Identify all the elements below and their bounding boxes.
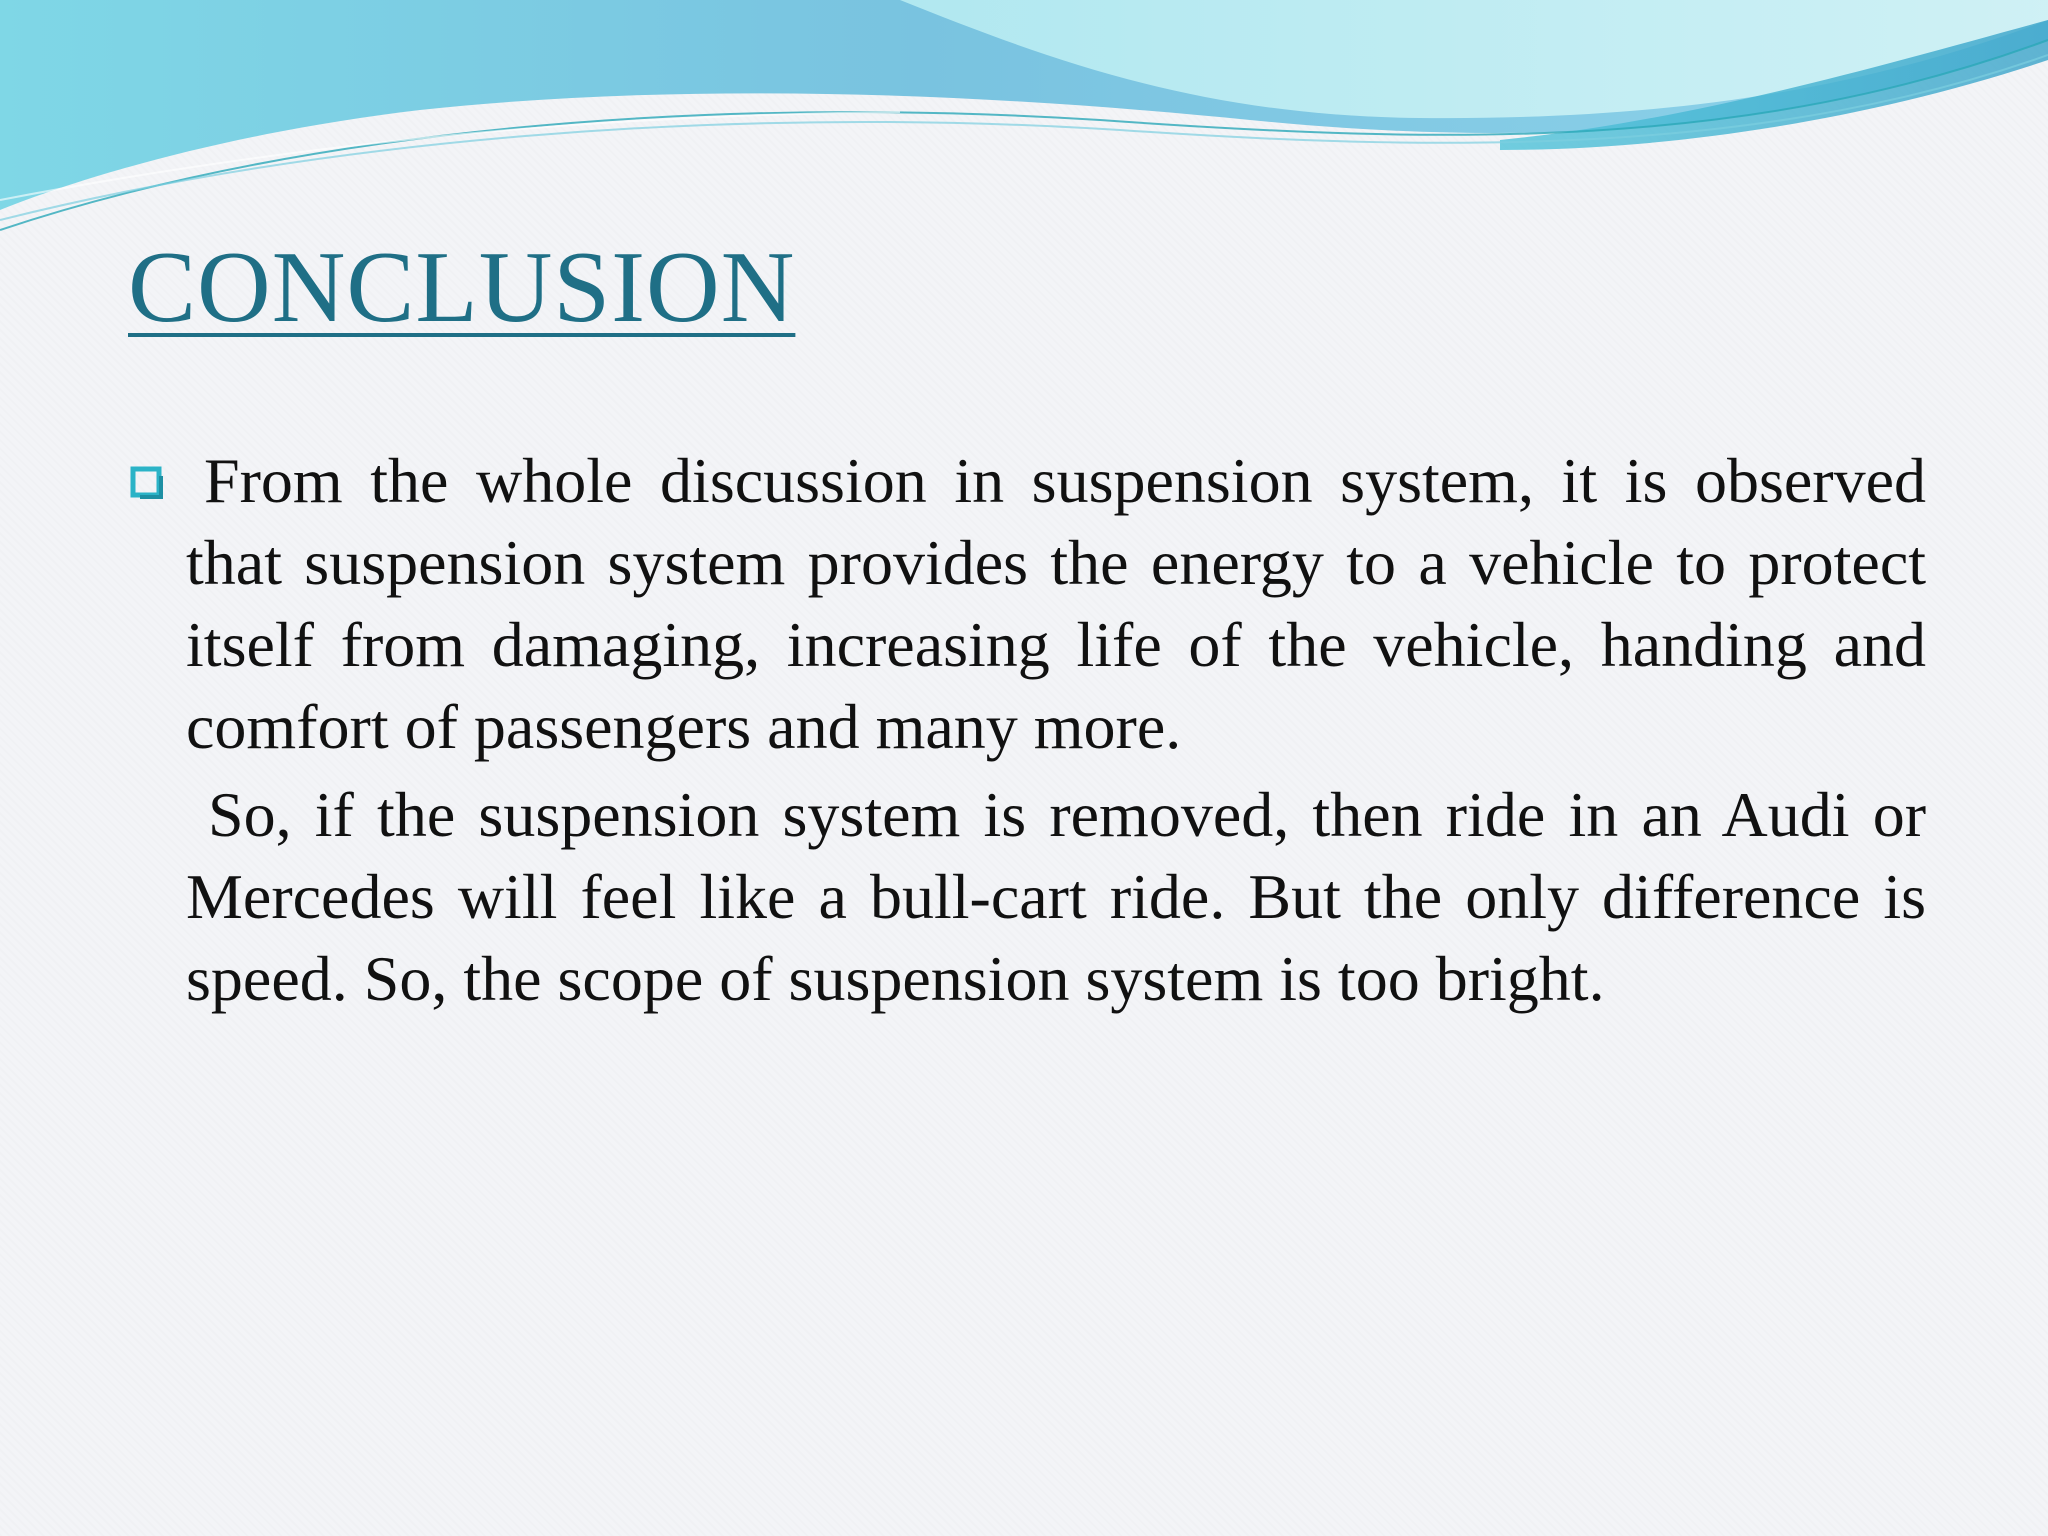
hollow-square-bullet-icon	[130, 466, 164, 500]
slide-body	[128, 440, 1926, 1020]
header-wave-decoration	[0, 0, 2048, 240]
page-title: CONCLUSION	[128, 231, 796, 344]
conclusion-paragraph-1: From the whole discussion in suspension system, it is observed that suspension system provides the energy to a vehicle to protect itself from damaging, increasing life of the vehicle, handing and comfort of passengers and many more.	[186, 445, 1926, 762]
bullet-item	[128, 440, 1926, 1020]
conclusion-paragraph-2: So, if the suspension system is removed, then ride in an Audi or Mercedes will feel like a bull-cart ride. But the only difference is speed. So, the scope of suspension system is too bright.	[186, 779, 1926, 1014]
